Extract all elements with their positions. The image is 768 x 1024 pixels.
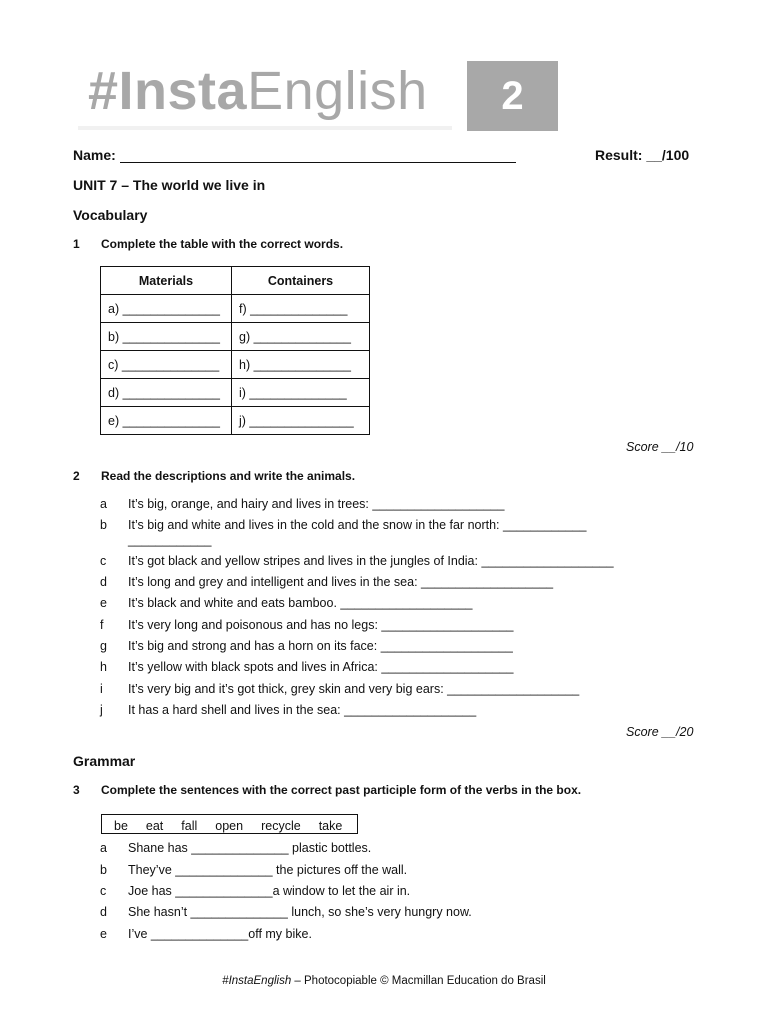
list-item: It’s long and grey and intelligent and lives in the sea: ___________________ — [128, 575, 554, 589]
item-letter: j — [100, 703, 103, 717]
list-item: It’s black and white and eats bamboo. ___________________ — [128, 596, 473, 610]
ex3-number: 3 — [73, 783, 80, 797]
verb-word: eat — [145, 819, 164, 833]
ex2-instruction: Read the descriptions and write the animals. — [101, 469, 356, 483]
verb-word: open — [215, 819, 244, 833]
unit-title: UNIT 7 – The world we live in — [73, 177, 266, 193]
list-item: It’s very long and poisonous and has no legs: ___________________ — [128, 618, 514, 632]
list-item: It’s very big and it’s got thick, grey skin and very big ears: ___________________ — [128, 682, 580, 696]
item-letter: b — [100, 863, 107, 877]
table-cell[interactable]: h) ______________ — [232, 351, 370, 379]
table-row — [101, 407, 370, 435]
list-item: I’ve ______________off my bike. — [128, 927, 312, 941]
list-item: Shane has ______________ plastic bottles. — [128, 841, 372, 855]
footer-brand: #InstaEnglish — [222, 975, 292, 987]
table-cell[interactable]: j) _______________ — [232, 407, 370, 435]
ex2-number: 2 — [73, 469, 80, 483]
item-letter: e — [100, 596, 107, 610]
section-grammar: Grammar — [73, 753, 136, 769]
item-letter: e — [100, 927, 107, 941]
table-header-materials: Materials — [101, 267, 232, 295]
brand-logo-light: English — [247, 61, 428, 121]
item-letter: c — [100, 554, 107, 568]
item-letter: a — [100, 841, 107, 855]
ex1-instruction: Complete the table with the correct words. — [101, 237, 344, 251]
list-item-continuation: ____________ — [128, 533, 212, 547]
table-cell[interactable]: b) ______________ — [101, 323, 232, 351]
item-letter: f — [100, 618, 104, 632]
ex1-number: 1 — [73, 237, 80, 251]
name-label: Name: — [73, 147, 116, 163]
brand-logo — [88, 58, 428, 124]
vocabulary-table — [100, 266, 370, 435]
table-cell[interactable]: c) ______________ — [101, 351, 232, 379]
item-letter: c — [100, 884, 107, 898]
footer — [0, 975, 768, 987]
table-cell[interactable]: e) ______________ — [101, 407, 232, 435]
verb-word: recycle — [261, 819, 301, 833]
list-item: She hasn’t ______________ lunch, so she’s very hungry now. — [128, 905, 472, 919]
item-letter: d — [100, 575, 107, 589]
ex1-score: Score __/10 — [626, 440, 694, 454]
item-letter: a — [100, 497, 107, 511]
section-vocabulary: Vocabulary — [73, 207, 148, 223]
item-letter: d — [100, 905, 107, 919]
ex2-score: Score __/20 — [626, 725, 694, 739]
table-cell[interactable]: a) ______________ — [101, 295, 232, 323]
table-row — [101, 379, 370, 407]
list-item: It’s got black and yellow stripes and lives in the jungles of India: ___________________ — [128, 554, 614, 568]
verbs-box — [101, 814, 358, 834]
list-item: It’s big and strong and has a horn on its face: ___________________ — [128, 639, 513, 653]
table-cell[interactable]: i) ______________ — [232, 379, 370, 407]
verb-word: be — [114, 819, 128, 833]
level-badge: 2 — [467, 61, 558, 131]
table-row — [101, 351, 370, 379]
table-row — [101, 323, 370, 351]
item-letter: b — [100, 518, 107, 532]
name-field[interactable] — [120, 162, 516, 163]
verb-word: take — [318, 819, 343, 833]
table-cell[interactable]: f) ______________ — [232, 295, 370, 323]
item-letter: g — [100, 639, 107, 653]
result-label: Result: __/100 — [595, 147, 690, 163]
brand-logo-bold: #Insta — [88, 61, 248, 121]
ex3-instruction: Complete the sentences with the correct past participle form of the verbs in the box. — [101, 783, 582, 797]
table-cell[interactable]: d) ______________ — [101, 379, 232, 407]
table-cell[interactable]: g) ______________ — [232, 323, 370, 351]
item-letter: i — [100, 682, 103, 696]
list-item: Joe has ______________a window to let the air in. — [128, 884, 411, 898]
list-item: They’ve ______________ the pictures off the wall. — [128, 863, 408, 877]
list-item: It’s yellow with black spots and lives in Africa: ___________________ — [128, 660, 514, 674]
list-item: It’s big and white and lives in the cold and the snow in the far north: ____________ — [128, 518, 587, 532]
item-letter: h — [100, 660, 107, 674]
header-faint-line — [78, 126, 452, 130]
verb-word: fall — [181, 819, 198, 833]
list-item: It has a hard shell and lives in the sea: ___________________ — [128, 703, 477, 717]
footer-text: – Photocopiable © Macmillan Education do Brasil — [291, 975, 546, 987]
table-header-containers: Containers — [232, 267, 370, 295]
list-item: It’s big, orange, and hairy and lives in trees: ___________________ — [128, 497, 505, 511]
table-row — [101, 295, 370, 323]
